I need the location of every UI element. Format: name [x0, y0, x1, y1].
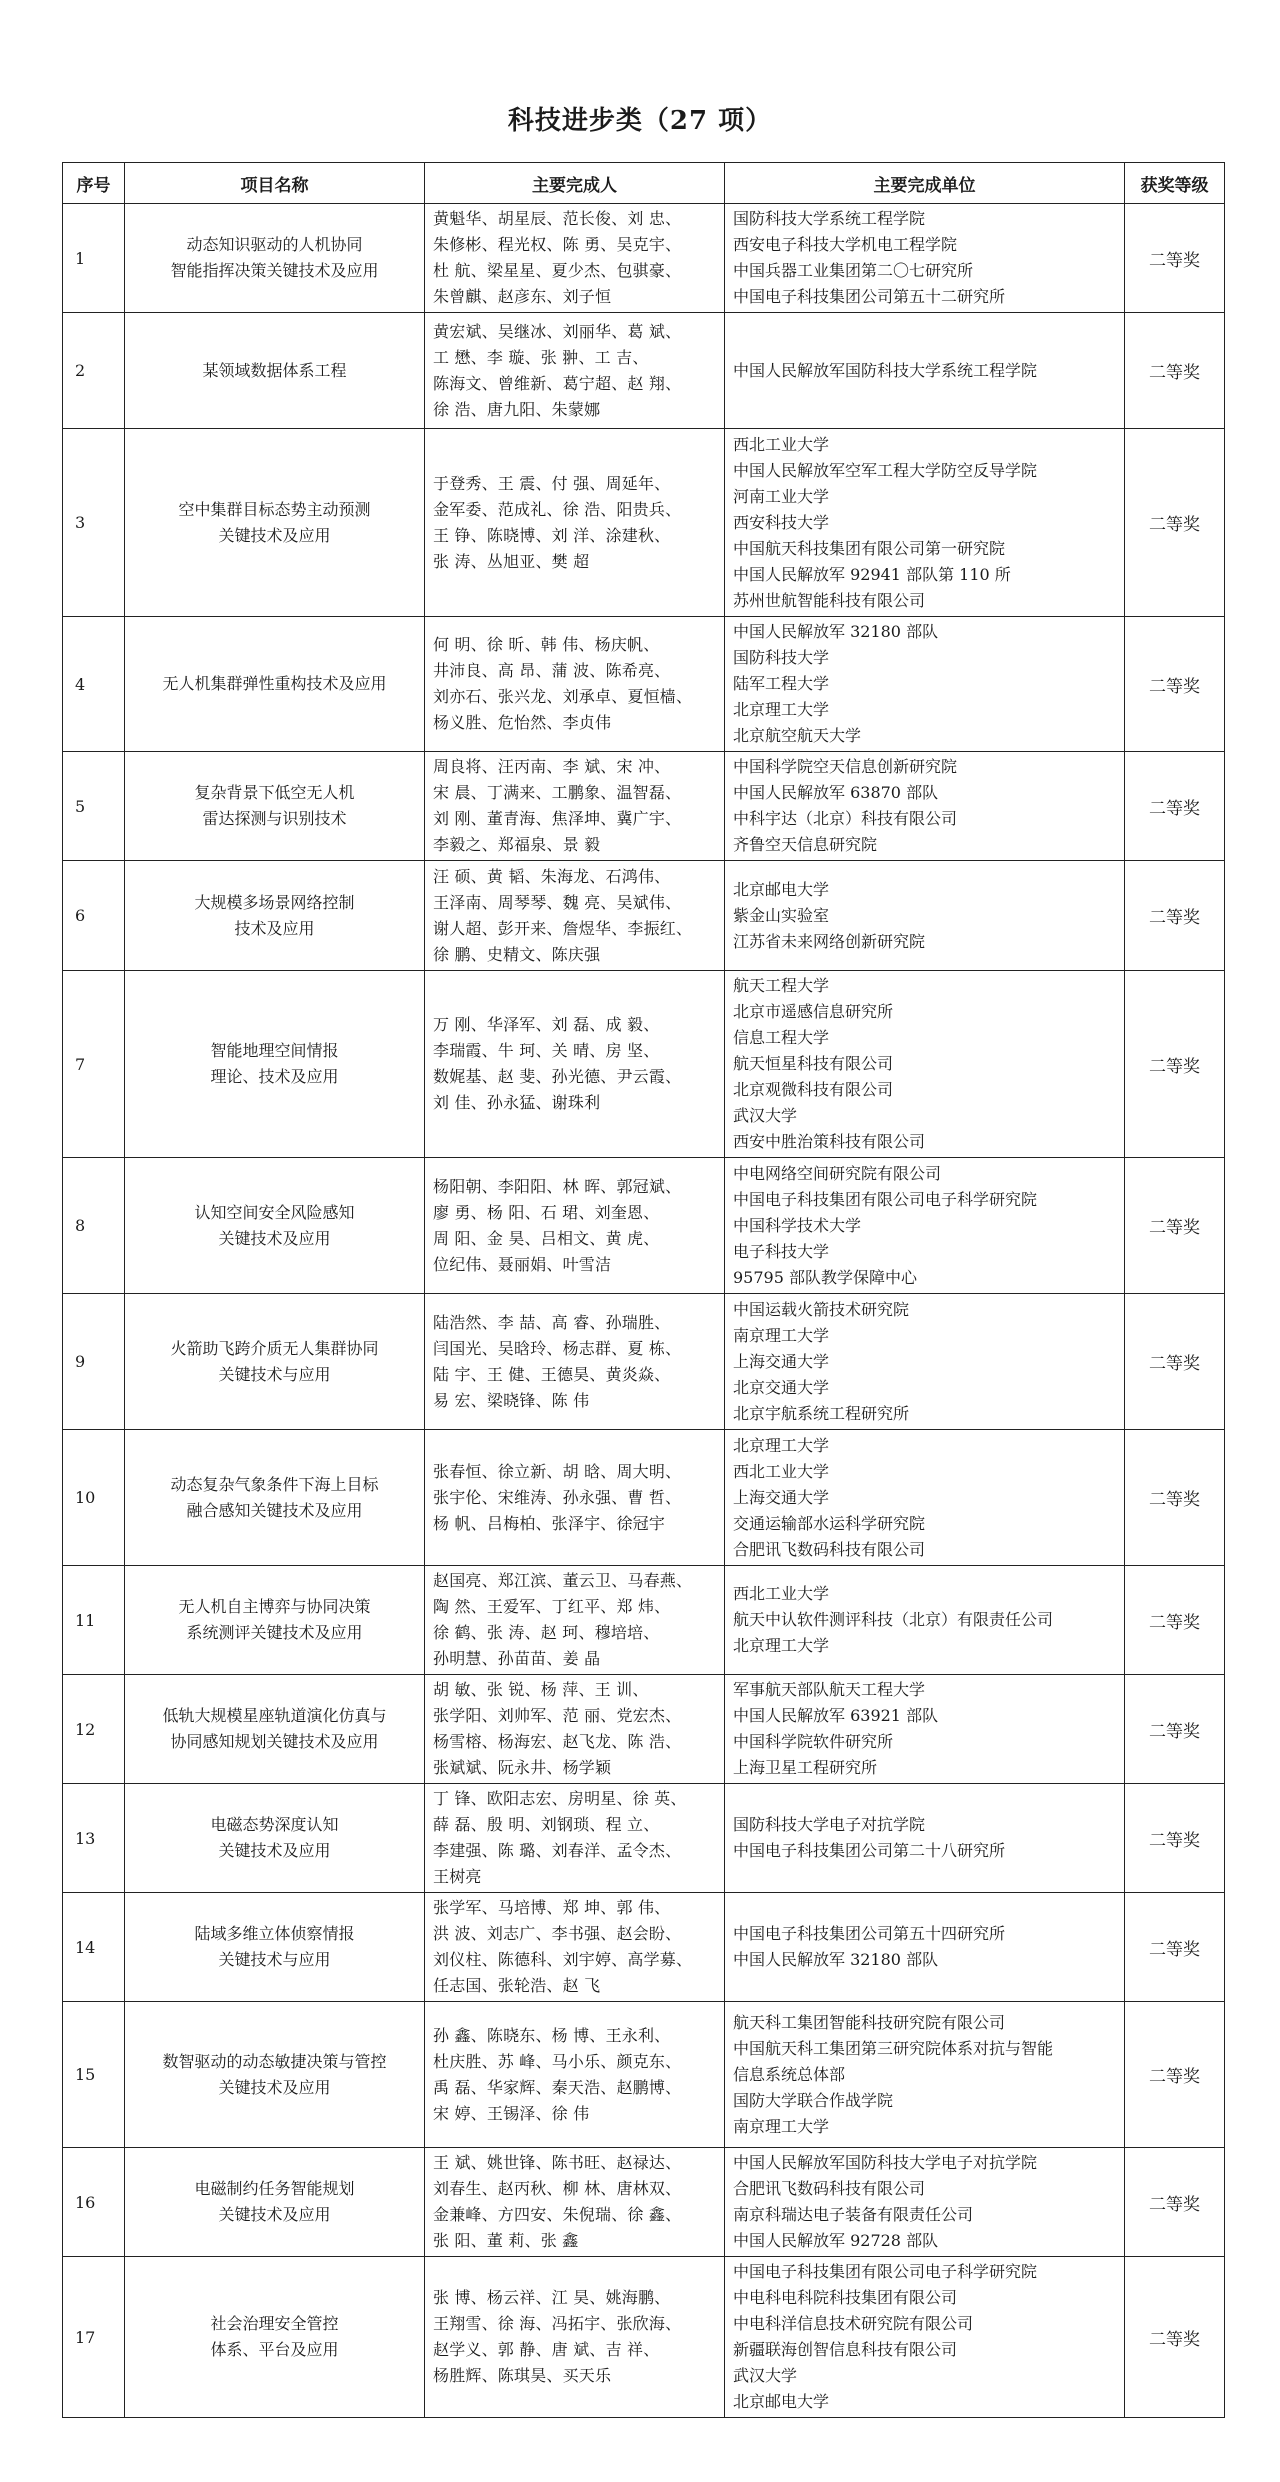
cell-line: 北京理工大学 — [733, 1636, 830, 1655]
table-row — [63, 971, 1225, 1158]
main-contributors — [425, 1675, 725, 1784]
cell-line: 国防科技大学系统工程学院 — [733, 209, 926, 228]
cell-line: 陶 然、王爱军、丁红平、郑 炜、 — [433, 1597, 671, 1616]
cell-line: 中国人民解放军国防科技大学电子对抗学院 — [733, 2153, 1038, 2172]
project-name — [125, 971, 425, 1158]
main-units — [725, 1566, 1125, 1675]
main-contributors — [425, 971, 725, 1158]
project-name — [125, 617, 425, 752]
cell-line: 中国科学院软件研究所 — [733, 1732, 894, 1751]
cell-line: 武汉大学 — [733, 1106, 798, 1125]
cell-line: 中国电子科技集团公司第五十四研究所 — [733, 1924, 1006, 1943]
cell-line: 国防科技大学 — [733, 648, 830, 667]
cell-line: 关键技术及应用 — [218, 2077, 331, 2097]
cell-line: 中国电子科技集团公司第二十八研究所 — [733, 1841, 1006, 1860]
cell-line: 朱曾麒、赵彦东、刘子恒 — [433, 287, 612, 306]
main-units — [725, 971, 1125, 1158]
cell-line: 西北工业大学 — [733, 434, 830, 454]
cell-line: 杨雪榕、杨海宏、赵飞龙、陈 浩、 — [433, 1732, 682, 1751]
cell-line: 智能地理空间情报 — [210, 1041, 339, 1060]
cell-line: 刘春生、赵丙秋、柳 林、唐林双、 — [433, 2179, 682, 2198]
cell-line: 北京宇航系统工程研究所 — [733, 1403, 910, 1423]
cell-line: 融合感知关键技术及应用 — [186, 1500, 363, 1520]
main-units — [725, 1158, 1125, 1294]
cell-line: 中国人民解放军空军工程大学防空反导学院 — [733, 460, 1038, 480]
cell-line: 雷达探测与识别技术 — [202, 809, 347, 828]
cell-line: 苏州世航智能科技有限公司 — [733, 590, 926, 610]
table-row — [63, 204, 1225, 313]
cell-line: 中国科学技术大学 — [733, 1215, 862, 1235]
cell-line: 中国人民解放军 32180 部队 — [733, 1950, 939, 1969]
cell-line: 关键技术及应用 — [218, 1228, 331, 1248]
row-number: 10 — [63, 1430, 125, 1566]
cell-line: 王 斌、姚世锋、陈书旺、赵禄达、 — [433, 2153, 682, 2172]
main-units — [725, 204, 1125, 313]
cell-line: 杜庆胜、苏 峰、马小乐、颜克东、 — [433, 2051, 682, 2071]
cell-line: 关键技术及应用 — [218, 525, 331, 545]
cell-line: 西安科技大学 — [733, 512, 830, 532]
cell-line: 航天中认软件测评科技（北京）有限责任公司 — [733, 1610, 1054, 1629]
cell-line: 中电网络空间研究院有限公司 — [733, 1163, 942, 1183]
cell-line: 工 懋、李 璇、张 翀、工 吉、 — [433, 347, 649, 367]
cell-line: 谢人超、彭开来、詹煜华、李振红、 — [433, 918, 693, 938]
table-row — [63, 1566, 1225, 1675]
table-body — [63, 204, 1225, 2418]
row-number: 7 — [63, 971, 125, 1158]
table-row — [63, 313, 1225, 429]
row-number: 8 — [63, 1158, 125, 1294]
main-units — [725, 1893, 1125, 2002]
main-contributors — [425, 313, 725, 429]
cell-line: 某领域数据体系工程 — [202, 360, 347, 380]
award-level: 二等奖 — [1125, 2002, 1225, 2148]
row-number: 14 — [63, 1893, 125, 2002]
main-contributors — [425, 752, 725, 861]
cell-line: 合肥讯飞数码科技有限公司 — [733, 1539, 926, 1559]
cell-line: 宋 晨、丁满来、工鹏象、温智磊、 — [433, 783, 682, 802]
cell-line: 刘亦石、张兴龙、刘承卓、夏恒樯、 — [433, 687, 693, 706]
cell-line: 中国人民解放军 63921 部队 — [733, 1706, 939, 1725]
cell-line: 关键技术及应用 — [218, 2205, 331, 2224]
cell-line: 关键技术及应用 — [218, 1841, 331, 1860]
project-name — [125, 313, 425, 429]
main-units — [725, 861, 1125, 971]
cell-line: 北京理工大学 — [733, 1435, 830, 1455]
row-number: 16 — [63, 2148, 125, 2257]
cell-line: 西北工业大学 — [733, 1584, 830, 1603]
main-contributors — [425, 1566, 725, 1675]
cell-line: 金兼峰、方四安、朱倪瑞、徐 鑫、 — [433, 2205, 682, 2224]
main-units — [725, 2002, 1125, 2148]
cell-line: 李建强、陈 璐、刘春洋、孟令杰、 — [433, 1841, 682, 1860]
cell-line: 于登秀、王 震、付 强、周延年、 — [433, 473, 671, 493]
cell-line: 黄宏斌、吴继冰、刘丽华、葛 斌、 — [433, 321, 682, 341]
project-name — [125, 1566, 425, 1675]
award-level: 二等奖 — [1125, 752, 1225, 861]
cell-line: 军事航天部队航天工程大学 — [733, 1680, 926, 1699]
cell-line: 紫金山实验室 — [733, 905, 830, 925]
header-project-name: 项目名称 — [125, 163, 425, 204]
cell-line: 复杂背景下低空无人机 — [194, 783, 355, 802]
row-number: 13 — [63, 1784, 125, 1893]
award-level: 二等奖 — [1125, 1566, 1225, 1675]
cell-line: 刘 佳、孙永猛、谢珠利 — [433, 1093, 601, 1112]
cell-line: 中国电子科技集团有限公司电子科学研究院 — [733, 2262, 1038, 2281]
cell-line: 易 宏、梁晓锋、陈 伟 — [433, 1390, 590, 1410]
cell-line: 北京航空航天大学 — [733, 726, 862, 745]
cell-line: 南京科瑞达电子装备有限责任公司 — [733, 2205, 974, 2224]
cell-line: 南京理工大学 — [733, 2116, 830, 2136]
cell-line: 丁 锋、欧阳志宏、房明星、徐 英、 — [433, 1789, 687, 1808]
cell-line: 闫国光、吴晗玲、杨志群、夏 栋、 — [433, 1338, 682, 1358]
cell-line: 低轨大规模星座轨道演化仿真与 — [162, 1706, 387, 1725]
cell-line: 李瑞霞、牛 珂、关 晴、房 坚、 — [433, 1041, 660, 1060]
cell-line: 关键技术与应用 — [218, 1364, 331, 1384]
cell-line: 国防大学联合作战学院 — [733, 2090, 894, 2110]
cell-line: 周 阳、金 昊、吕相文、黄 虎、 — [433, 1228, 660, 1248]
cell-line: 北京观微科技有限公司 — [733, 1080, 894, 1099]
row-number: 3 — [63, 429, 125, 617]
cell-line: 中国人民解放军 92728 部队 — [733, 2231, 939, 2250]
table-row — [63, 1294, 1225, 1430]
cell-line: 南京理工大学 — [733, 1325, 830, 1345]
cell-line: 电磁态势深度认知 — [210, 1815, 339, 1834]
main-contributors — [425, 2002, 725, 2148]
main-units — [725, 1294, 1125, 1430]
cell-line: 北京理工大学 — [733, 700, 830, 719]
cell-line: 张学阳、刘帅军、范 丽、党宏杰、 — [433, 1706, 682, 1725]
main-contributors — [425, 204, 725, 313]
cell-line: 航天科工集团智能科技研究院有限公司 — [733, 2012, 1006, 2032]
cell-line: 火箭助飞跨介质无人集群协同 — [170, 1338, 379, 1358]
cell-line: 动态复杂气象条件下海上目标 — [170, 1474, 379, 1494]
cell-line: 中科宇达（北京）科技有限公司 — [733, 809, 958, 828]
row-number: 12 — [63, 1675, 125, 1784]
cell-line: 大规模多场景网络控制 — [194, 892, 355, 912]
row-number: 5 — [63, 752, 125, 861]
main-units — [725, 2148, 1125, 2257]
table-row — [63, 752, 1225, 861]
main-contributors — [425, 617, 725, 752]
cell-line: 刘 刚、董青海、焦泽坤、冀广宇、 — [433, 809, 682, 828]
table-row — [63, 1893, 1225, 2002]
cell-line: 位纪伟、聂丽娟、叶雪洁 — [433, 1254, 612, 1274]
table-row — [63, 861, 1225, 971]
cell-line: 中国航天科技集团有限公司第一研究院 — [733, 538, 1006, 558]
cell-line: 动态知识驱动的人机协同 — [186, 235, 363, 254]
cell-line: 张 涛、丛旭亚、樊 超 — [433, 551, 590, 571]
cell-line: 陈海文、曾维新、葛宁超、赵 翔、 — [433, 373, 682, 393]
row-number: 11 — [63, 1566, 125, 1675]
award-level: 二等奖 — [1125, 1294, 1225, 1430]
award-level: 二等奖 — [1125, 617, 1225, 752]
cell-line: 西安中胜治策科技有限公司 — [733, 1132, 926, 1151]
row-number: 4 — [63, 617, 125, 752]
project-name — [125, 1784, 425, 1893]
award-level: 二等奖 — [1125, 971, 1225, 1158]
cell-line: 孙明慧、孙苗苗、姜 晶 — [433, 1649, 601, 1668]
cell-line: 张宇伦、宋维涛、孙永强、曹 哲、 — [433, 1487, 682, 1507]
cell-line: 技术及应用 — [234, 918, 315, 938]
cell-line: 王泽南、周琴琴、魏 亮、吴斌伟、 — [433, 892, 682, 912]
cell-line: 金军委、范成礼、徐 浩、阳贵兵、 — [433, 499, 682, 519]
main-units — [725, 617, 1125, 752]
cell-line: 胡 敏、张 锐、杨 萍、王 训、 — [433, 1680, 649, 1699]
main-units — [725, 313, 1125, 429]
cell-line: 徐 浩、唐九阳、朱蒙娜 — [433, 399, 601, 419]
cell-line: 张 博、杨云祥、江 昊、姚海鹏、 — [433, 2288, 671, 2307]
project-name — [125, 752, 425, 861]
main-units — [725, 1784, 1125, 1893]
cell-line: 北京市遥感信息研究所 — [733, 1002, 894, 1021]
row-number: 9 — [63, 1294, 125, 1430]
award-level: 二等奖 — [1125, 1675, 1225, 1784]
table-row — [63, 429, 1225, 617]
table-row — [63, 617, 1225, 752]
cell-line: 西安电子科技大学机电工程学院 — [733, 235, 958, 254]
cell-line: 中电科电科院科技集团有限公司 — [733, 2288, 958, 2307]
cell-line: 孙 鑫、陈晓东、杨 博、王永利、 — [433, 2025, 671, 2045]
table-row — [63, 1430, 1225, 1566]
cell-line: 徐 鹏、史精文、陈庆强 — [433, 944, 601, 964]
cell-line: 电子科技大学 — [733, 1241, 830, 1261]
row-number: 1 — [63, 204, 125, 313]
row-number: 15 — [63, 2002, 125, 2148]
award-level: 二等奖 — [1125, 313, 1225, 429]
award-level: 二等奖 — [1125, 861, 1225, 971]
cell-line: 廖 勇、杨 阳、石 珺、刘奎恩、 — [433, 1202, 660, 1222]
award-level: 二等奖 — [1125, 1158, 1225, 1294]
cell-line: 西北工业大学 — [733, 1461, 830, 1481]
award-level: 二等奖 — [1125, 1430, 1225, 1566]
cell-line: 齐鲁空天信息研究院 — [733, 835, 878, 854]
cell-line: 何 明、徐 昕、韩 伟、杨庆帆、 — [433, 635, 660, 654]
table-row — [63, 1784, 1225, 1893]
cell-line: 杜 航、梁星星、夏少杰、包骐豪、 — [433, 261, 682, 280]
row-number: 6 — [63, 861, 125, 971]
main-contributors — [425, 1158, 725, 1294]
cell-line: 李毅之、郑福泉、景 毅 — [433, 835, 601, 854]
cell-line: 数娓基、赵 斐、孙光德、尹云霞、 — [433, 1067, 682, 1086]
main-contributors — [425, 1784, 725, 1893]
awards-table — [62, 162, 1225, 2418]
cell-line: 禹 磊、华家辉、秦天浩、赵鹏博、 — [433, 2077, 682, 2097]
cell-line: 中国兵器工业集团第二〇七研究所 — [733, 261, 974, 280]
main-contributors — [425, 1893, 725, 2002]
cell-line: 黄魁华、胡星辰、范长俊、刘 忠、 — [433, 209, 682, 228]
project-name — [125, 2148, 425, 2257]
table-header-row — [63, 163, 1225, 204]
cell-line: 陆军工程大学 — [733, 674, 830, 693]
cell-line: 中国电子科技集团公司第五十二研究所 — [733, 287, 1006, 306]
cell-line: 杨 帆、吕梅柏、张泽宇、徐冠宇 — [433, 1513, 666, 1533]
cell-line: 武汉大学 — [733, 2366, 798, 2385]
award-level: 二等奖 — [1125, 1784, 1225, 1893]
cell-line: 理论、技术及应用 — [210, 1067, 339, 1086]
table-row — [63, 2002, 1225, 2148]
header-no: 序号 — [63, 163, 125, 204]
cell-line: 空中集群目标态势主动预测 — [178, 499, 371, 519]
cell-line: 杨胜辉、陈琪昊、买天乐 — [433, 2366, 612, 2385]
main-units — [725, 752, 1125, 861]
cell-line: 无人机集群弹性重构技术及应用 — [162, 674, 387, 693]
project-name — [125, 2257, 425, 2418]
cell-line: 合肥讯飞数码科技有限公司 — [733, 2179, 926, 2198]
cell-line: 周良将、汪丙南、李 斌、宋 冲、 — [433, 757, 671, 776]
cell-line: 张学军、马培博、郑 坤、郭 伟、 — [433, 1898, 671, 1917]
project-name — [125, 1675, 425, 1784]
award-level: 二等奖 — [1125, 2148, 1225, 2257]
cell-line: 社会治理安全管控 — [210, 2314, 339, 2333]
cell-line: 徐 鹤、张 涛、赵 珂、穆培培、 — [433, 1623, 660, 1642]
cell-line: 中国电子科技集团有限公司电子科学研究院 — [733, 1189, 1038, 1209]
cell-line: 万 刚、华泽军、刘 磊、成 毅、 — [433, 1015, 660, 1034]
cell-line: 上海交通大学 — [733, 1351, 830, 1371]
cell-line: 中国人民解放军 32180 部队 — [733, 622, 939, 641]
cell-line: 王树亮 — [433, 1867, 482, 1886]
award-level: 二等奖 — [1125, 2257, 1225, 2418]
cell-line: 中国科学院空天信息创新研究院 — [733, 757, 958, 776]
header-main-units: 主要完成单位 — [725, 163, 1125, 204]
cell-line: 新疆联海创智信息科技有限公司 — [733, 2340, 958, 2359]
header-award-level: 获奖等级 — [1125, 163, 1225, 204]
table-row — [63, 1675, 1225, 1784]
main-contributors — [425, 1294, 725, 1430]
cell-line: 交通运输部水运科学研究院 — [733, 1513, 926, 1533]
cell-line: 智能指挥决策关键技术及应用 — [170, 261, 379, 280]
cell-line: 电磁制约任务智能规划 — [194, 2179, 355, 2198]
cell-line: 杨阳朝、李阳阳、林 晖、郭冠斌、 — [433, 1176, 682, 1196]
project-name — [125, 1158, 425, 1294]
cell-line: 宋 婷、王锡泽、徐 伟 — [433, 2103, 590, 2123]
main-units — [725, 2257, 1125, 2418]
table-row — [63, 2257, 1225, 2418]
cell-line: 中国运载火箭技术研究院 — [733, 1299, 910, 1319]
table-row — [63, 1158, 1225, 1294]
cell-line: 关键技术与应用 — [218, 1950, 331, 1969]
cell-line: 数智驱动的动态敏捷决策与管控 — [162, 2051, 387, 2071]
project-name — [125, 1294, 425, 1430]
cell-line: 国防科技大学电子对抗学院 — [733, 1815, 926, 1834]
cell-line: 中电科洋信息技术研究院有限公司 — [733, 2314, 974, 2333]
cell-line: 95795 部队教学保障中心 — [733, 1267, 917, 1287]
cell-line: 张 阳、董 莉、张 鑫 — [433, 2231, 579, 2250]
cell-line: 井沛良、高 昂、蒲 波、陈希亮、 — [433, 661, 671, 680]
cell-line: 赵学义、郭 静、唐 斌、吉 祥、 — [433, 2340, 660, 2359]
header-main-contributors: 主要完成人 — [425, 163, 725, 204]
main-contributors — [425, 1430, 725, 1566]
award-level: 二等奖 — [1125, 429, 1225, 617]
cell-line: 汪 硕、黄 韬、朱海龙、石鸿伟、 — [433, 866, 671, 886]
main-contributors — [425, 2148, 725, 2257]
cell-line: 张斌斌、阮永井、杨学颖 — [433, 1758, 612, 1777]
cell-line: 航天恒星科技有限公司 — [733, 1054, 894, 1073]
cell-line: 无人机自主博弈与协同决策 — [178, 1597, 371, 1616]
project-name — [125, 429, 425, 617]
cell-line: 朱修彬、程光权、陈 勇、吴克宇、 — [433, 235, 682, 254]
cell-line: 中国人民解放军国防科技大学系统工程学院 — [733, 360, 1038, 380]
cell-line: 北京邮电大学 — [733, 879, 830, 899]
award-level: 二等奖 — [1125, 204, 1225, 313]
cell-line: 协同感知规划关键技术及应用 — [170, 1732, 379, 1751]
cell-line: 中国人民解放军 92941 部队第 110 所 — [733, 564, 1011, 584]
main-units — [725, 1675, 1125, 1784]
cell-line: 王 铮、陈晓博、刘 洋、涂建秋、 — [433, 525, 671, 545]
cell-line: 中国航天科工集团第三研究院体系对抗与智能 — [733, 2038, 1054, 2058]
cell-line: 信息工程大学 — [733, 1028, 830, 1047]
project-name — [125, 861, 425, 971]
cell-line: 中国人民解放军 63870 部队 — [733, 783, 939, 802]
cell-line: 认知空间安全风险感知 — [194, 1202, 355, 1222]
cell-line: 刘仪柱、陈德科、刘宇婷、高学募、 — [433, 1950, 693, 1969]
cell-line: 张春恒、徐立新、胡 晗、周大明、 — [433, 1461, 682, 1481]
table-row — [63, 2148, 1225, 2257]
main-contributors — [425, 429, 725, 617]
project-name — [125, 1430, 425, 1566]
cell-line: 上海交通大学 — [733, 1487, 830, 1507]
main-units — [725, 429, 1125, 617]
page-title: 科技进步类（27 项） — [507, 106, 773, 136]
cell-line: 江苏省未来网络创新研究院 — [733, 931, 926, 951]
row-number: 2 — [63, 313, 125, 429]
cell-line: 系统测评关键技术及应用 — [186, 1623, 363, 1642]
cell-line: 河南工业大学 — [733, 486, 830, 506]
project-name — [125, 204, 425, 313]
main-contributors — [425, 2257, 725, 2418]
cell-line: 上海卫星工程研究所 — [733, 1758, 878, 1777]
row-number: 17 — [63, 2257, 125, 2418]
main-contributors — [425, 861, 725, 971]
main-units — [725, 1430, 1125, 1566]
project-name — [125, 2002, 425, 2148]
cell-line: 任志国、张轮浩、赵 飞 — [433, 1976, 601, 1995]
cell-line: 陆 宇、王 健、王德昊、黄炎焱、 — [433, 1364, 671, 1384]
cell-line: 航天工程大学 — [733, 976, 830, 995]
cell-line: 薛 磊、殷 明、刘钢琐、程 立、 — [433, 1815, 660, 1834]
cell-line: 陆浩然、李 喆、高 睿、孙瑞胜、 — [433, 1312, 671, 1332]
cell-line: 赵国亮、郑江滨、董云卫、马春燕、 — [433, 1571, 693, 1590]
cell-line: 信息系统总体部 — [733, 2064, 846, 2084]
cell-line: 洪 波、刘志广、李书强、赵会盼、 — [433, 1924, 682, 1943]
cell-line: 杨义胜、危怡然、李贞伟 — [433, 713, 612, 732]
cell-line: 体系、平台及应用 — [210, 2340, 339, 2359]
cell-line: 王翔雪、徐 海、冯拓宇、张欣海、 — [433, 2314, 682, 2333]
cell-line: 北京交通大学 — [733, 1377, 830, 1397]
cell-line: 北京邮电大学 — [733, 2392, 830, 2411]
project-name — [125, 1893, 425, 2002]
cell-line: 陆域多维立体侦察情报 — [194, 1924, 355, 1943]
award-level: 二等奖 — [1125, 1893, 1225, 2002]
